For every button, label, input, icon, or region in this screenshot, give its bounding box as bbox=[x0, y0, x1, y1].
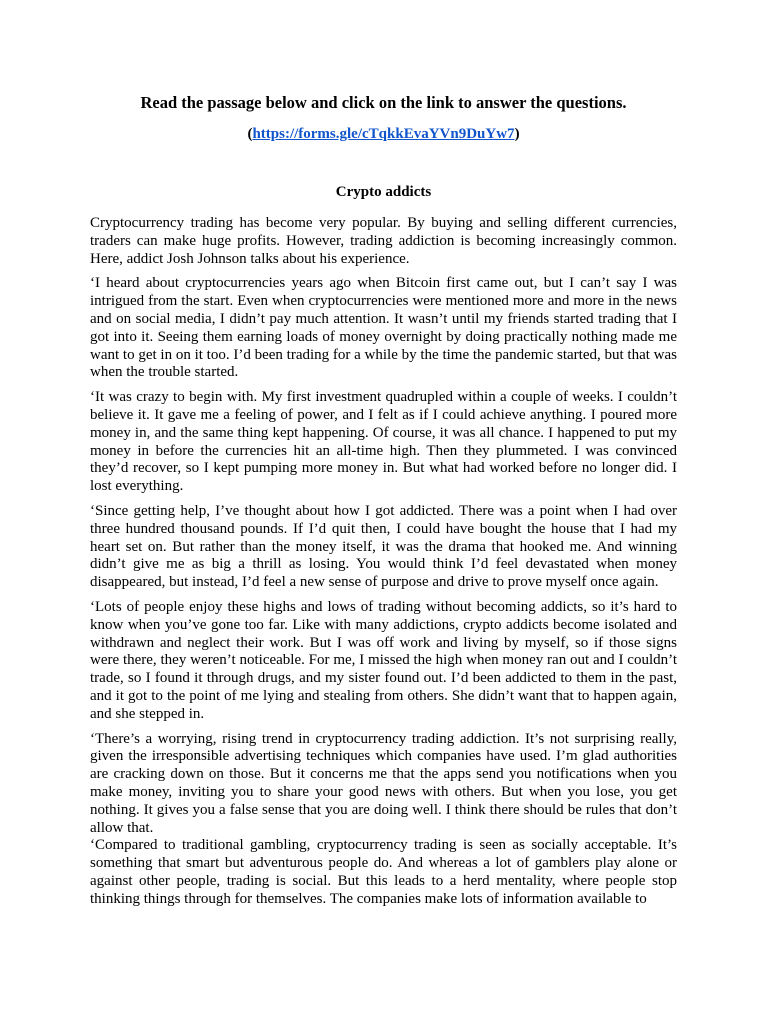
form-link-line bbox=[90, 124, 677, 144]
paragraph-4: ‘Lots of people enjoy these highs and lows of trading without becoming addicts, so it’s hard to know when you’ve gone too far. Like with many addictions, crypto addicts become isolated and withdrawn and neglect their work. But I was off work and living by myself, so if those signs were there, they weren’t noticeable. For me, I missed the high when money ran out and I couldn’t trade, so I found it through drugs, and my sister found out. I’d been addicted to them in the past, and it got to the point of me lying and stealing from others. She didn’t want that to happen again, and she stepped in. bbox=[90, 598, 677, 722]
instruction-heading: Read the passage below and click on the link to answer the questions. bbox=[140, 93, 627, 112]
paragraph-1: ‘I heard about cryptocurrencies years ago when Bitcoin first came out, but I can’t say I was intrigued from the start. Even when cryptocurrencies were mentioned more and more in the news and on social media, I didn’t pay much attention. It wasn’t until my friends started trading that I got into it. Seeing them earning loads of money overnight by doing practically nothing made me want to get in on it too. I’d been trading for a while by the time the pandemic started, but that was when the trouble started. bbox=[90, 275, 677, 381]
document-page bbox=[90, 92, 677, 915]
form-link[interactable]: https://forms.gle/cTqkkEvaYVn9DuYw7 bbox=[252, 126, 515, 142]
link-close-paren: ) bbox=[514, 126, 520, 142]
paragraph-3: ‘Since getting help, I’ve thought about how I got addicted. There was a point when I had over three hundred thousand pounds. If I’d quit then, I could have bought the house that I had my heart set on. But rather than the money itself, it was the drama that hooked me. And winning didn’t give me as big a thrill as losing. You would think I’d feel devastated when money disappeared, but instead, I’d feel a new sense of purpose and drive to prove myself once again. bbox=[90, 502, 677, 591]
paragraph-5: ‘There’s a worrying, rising trend in cryptocurrency trading addiction. It’s not surprising really, given the irresponsible advertising techniques which companies have used. I’m glad authorities are cracking down on those. But it concerns me that the apps send you notifications when you make money, inviting you to share your good news with others. But when you lose, you get nothing. It gives you a false sense that you are doing well. I think there should be rules that don’t allow that. bbox=[90, 730, 677, 836]
article-title: Crypto addicts bbox=[335, 184, 432, 200]
article-body bbox=[90, 215, 677, 908]
paragraph-2: ‘It was crazy to begin with. My first investment quadrupled within a couple of weeks. I couldn’t believe it. It gave me a feeling of power, and I felt as if I could achieve anything. I poured more money in, and the same thing kept happening. Of course, it was all chance. I happened to put my money in before the currencies hit an all-time high. Then they plummeted. I was convinced they’d recover, so I kept pumping more money in. But what had worked before no longer did. I lost everything. bbox=[90, 389, 677, 495]
paragraph-6: ‘Compared to traditional gambling, cryptocurrency trading is seen as socially acceptable. It’s something that smart but adventurous people do. And whereas a lot of gamblers play alone or against other people, trading is social. But this leads to a herd mentality, where people stop thinking things through for themselves. The companies make lots of information available to bbox=[90, 837, 677, 907]
link-open-paren: ( bbox=[247, 126, 253, 142]
paragraph-intro: Cryptocurrency trading has become very popular. By buying and selling different currencies, traders can make huge profits. However, trading addiction is becoming increasingly common. Here, addict Josh Johnson talks about his experience. bbox=[90, 215, 677, 267]
